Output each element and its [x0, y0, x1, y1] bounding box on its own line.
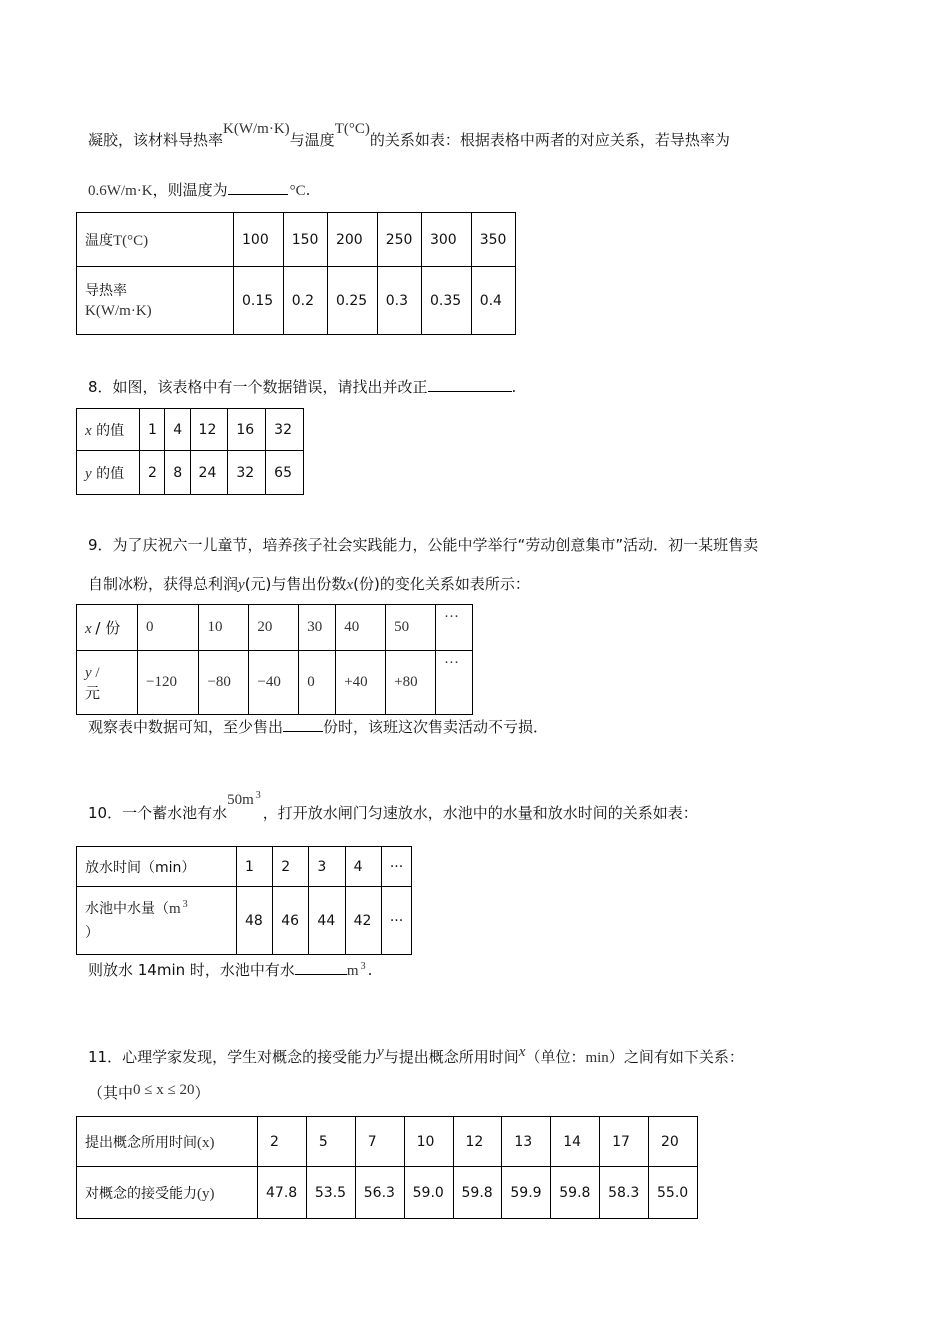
q11-text-line2: （其中0 ≤ x ≤ 20）: [88, 1082, 210, 1102]
q7-text-d: ，则温度为: [152, 181, 228, 199]
table-cell: 10: [199, 605, 249, 651]
q8-answer-blank[interactable]: [428, 377, 512, 392]
table-cell: 10: [404, 1117, 453, 1167]
table-cell: 8: [165, 451, 190, 495]
q8-row2-label: y 的值: [77, 451, 140, 495]
table-cell: 0: [138, 605, 199, 651]
table-cell: 55.0: [649, 1167, 698, 1219]
table-cell: 16: [228, 409, 266, 451]
q8-end: .: [511, 378, 517, 396]
q7-end: .: [305, 181, 311, 199]
table-cell: 59.8: [453, 1167, 502, 1219]
table-cell: 4: [345, 847, 381, 887]
q7-text-c: 的关系如表：根据表格中两者的对应关系，若导热率为: [369, 131, 730, 149]
table-cell: 200: [327, 213, 377, 267]
table-cell: 12: [190, 409, 228, 451]
q9-text-line2: 自制冰粉，获得总利润y(元)与售出份数x(份)的变化关系如表所示：: [88, 575, 530, 593]
table-cell: ···: [381, 887, 411, 955]
q9-table: [76, 604, 473, 715]
table-cell: 2: [273, 847, 309, 887]
table-cell: 42: [345, 887, 381, 955]
table-cell: 150: [283, 213, 327, 267]
table-cell: 30: [299, 605, 336, 651]
table-cell: 100: [234, 213, 284, 267]
table-cell: 0.35: [421, 267, 471, 335]
table-cell: 13: [502, 1117, 551, 1167]
q11-row2-label: 对概念的接受能力(y): [77, 1167, 258, 1219]
q7-value-math: 0.6W/m·K: [88, 183, 153, 199]
table-cell: 1: [140, 409, 165, 451]
q10-text: 10．一个蓄水池有水50m $^3$，打开放水闸门匀速放水，水池中的水量和放水时间的关系如表：: [88, 790, 698, 822]
q11-row1-label: 提出概念所用时间(x): [77, 1117, 258, 1167]
q7-text-b: 与温度: [289, 131, 335, 149]
table-cell: 14: [551, 1117, 600, 1167]
q11-table: [76, 1116, 698, 1219]
table-cell: 0.15: [234, 267, 284, 335]
table-cell: ···: [436, 651, 473, 715]
q10-row2-label: 水池中水量（m $^3$ ）: [77, 887, 237, 955]
q9-after: 观察表中数据可知，至少售出 份时，该班这次售卖活动不亏损．: [88, 718, 549, 736]
table-cell: −120: [138, 651, 199, 715]
table-cell: 59.9: [502, 1167, 551, 1219]
q8-prompt: 8．如图，该表格中有一个数据错误，请找出并改正: [88, 378, 428, 396]
q7-row1-label: 温度T(°C): [77, 213, 234, 267]
q7-table: [76, 212, 516, 335]
table-cell: −40: [249, 651, 299, 715]
table-cell: 350: [471, 213, 515, 267]
table-cell: 20: [649, 1117, 698, 1167]
q9-row2-label: y / 元: [77, 651, 138, 715]
q7-unit: °C: [289, 183, 306, 199]
table-cell: 0: [299, 651, 336, 715]
table-cell: ···: [436, 605, 473, 651]
table-cell: 53.5: [306, 1167, 355, 1219]
table-cell: 59.8: [551, 1167, 600, 1219]
q7-t-math: T(°C): [334, 121, 370, 137]
table-cell: 24: [190, 451, 228, 495]
table-cell: 2: [140, 451, 165, 495]
table-cell: −80: [199, 651, 249, 715]
table-cell: 59.0: [404, 1167, 453, 1219]
table-cell: 12: [453, 1117, 502, 1167]
table-cell: 32: [228, 451, 266, 495]
table-cell: 48: [237, 887, 273, 955]
q10-row1-label: 放水时间（min）: [77, 847, 237, 887]
table-cell: 32: [266, 409, 304, 451]
table-cell: 20: [249, 605, 299, 651]
q7-text-line1: [88, 121, 730, 151]
table-cell: 17: [600, 1117, 649, 1167]
table-cell: 58.3: [600, 1167, 649, 1219]
table-cell: ···: [381, 847, 411, 887]
table-cell: 50: [386, 605, 436, 651]
table-cell: 44: [309, 887, 345, 955]
q9-text-line1: 9．为了庆祝六一儿童节，培养孩子社会实践能力，公能中学举行“劳动创意集市”活动．初一某班售卖: [88, 536, 759, 554]
q7-k-math: K(W/m·K): [223, 121, 290, 137]
q11-text-line1: 11．心理学家发现，学生对概念的接受能力y与提出概念所用时间x（单位：min）之间有如下关系：: [88, 1044, 744, 1066]
q9-answer-blank[interactable]: [283, 717, 323, 732]
q10-answer-blank[interactable]: [295, 960, 347, 975]
table-cell: 5: [306, 1117, 355, 1167]
table-cell: 4: [165, 409, 190, 451]
q7-answer-blank[interactable]: [228, 180, 288, 195]
table-cell: 0.3: [377, 267, 421, 335]
table-cell: 56.3: [355, 1167, 404, 1219]
table-cell: 40: [336, 605, 386, 651]
table-cell: 0.25: [327, 267, 377, 335]
table-cell: 3: [309, 847, 345, 887]
table-cell: +40: [336, 651, 386, 715]
q10-after: 则放水 14min 时，水池中有水 m $^3$ .: [88, 961, 373, 979]
table-cell: +80: [386, 651, 436, 715]
q8-table: [76, 408, 304, 495]
table-cell: 1: [237, 847, 273, 887]
q7-text-a: 凝胶，该材料导热率: [88, 131, 224, 149]
table-cell: 250: [377, 213, 421, 267]
q8-text: [88, 377, 516, 397]
table-cell: 65: [266, 451, 304, 495]
q8-row1-label: x 的值: [77, 409, 140, 451]
q9-row1-label: x / 份: [77, 605, 138, 651]
table-cell: 0.2: [283, 267, 327, 335]
q7-text-line2: [88, 180, 310, 201]
table-cell: 7: [355, 1117, 404, 1167]
q10-table: [76, 846, 412, 955]
table-cell: 300: [421, 213, 471, 267]
q7-row2-label: 导热率 K(W/m·K): [77, 267, 234, 335]
table-cell: 2: [258, 1117, 307, 1167]
table-cell: 47.8: [258, 1167, 307, 1219]
table-cell: 46: [273, 887, 309, 955]
table-cell: 0.4: [471, 267, 515, 335]
